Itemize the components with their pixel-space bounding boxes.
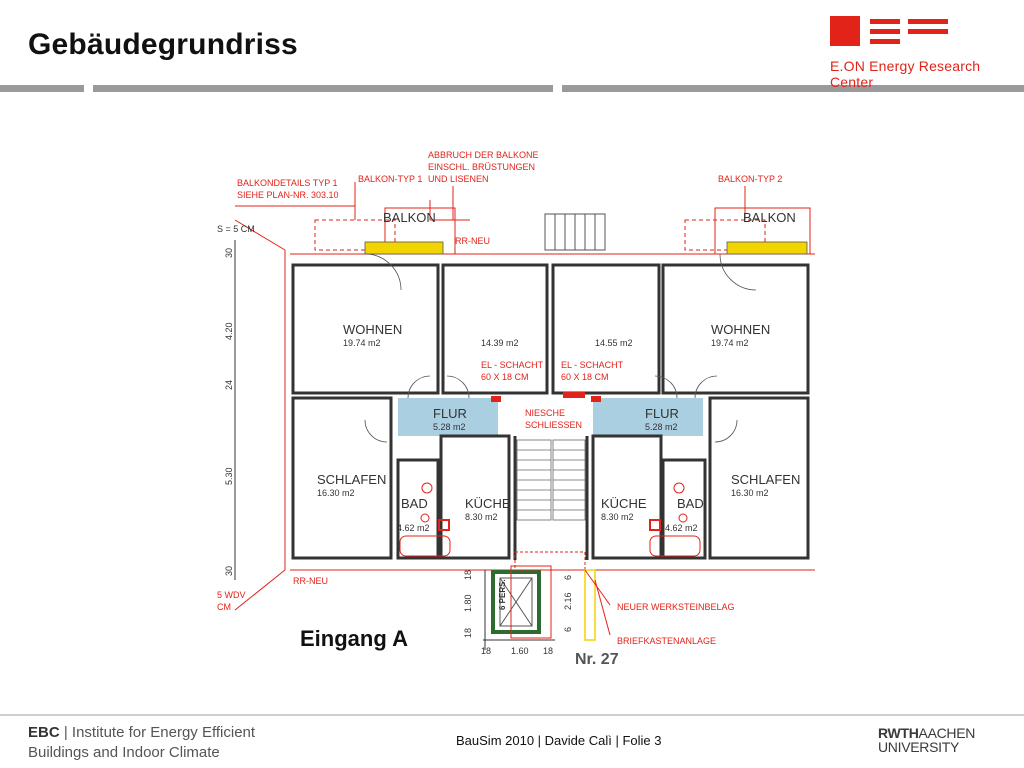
slide-title: Gebäudegrundriss — [28, 28, 298, 61]
dimension-label: 30 — [224, 247, 234, 258]
ebc-line2: Buildings and Indoor Climate — [28, 744, 220, 761]
elevator-capacity-label: 6 PERS. — [498, 579, 507, 610]
room-area-kueche-left: 8.30 m2 — [465, 512, 498, 522]
dimension-label: 5.30 — [224, 467, 234, 485]
room-label-balkon-left: BALKON — [383, 210, 436, 225]
dimension-label: 18 — [543, 646, 554, 656]
room-label-flur-left: FLUR — [433, 406, 467, 421]
annotation-werkstein: NEUER WERKSTEINBELAG — [617, 602, 735, 612]
annotation-briefkasten: BRIEFKASTENANLAGE — [617, 636, 717, 646]
room-label-wohnen-left: WOHNEN — [343, 322, 403, 337]
annotation-rr-neu-bottom: RR-NEU — [293, 576, 328, 586]
annotation-nische-1: NIESCHE — [525, 408, 566, 418]
room-area-bad-left: 4.62 m2 — [397, 523, 430, 533]
room-area-flur-right: 5.28 m2 — [645, 422, 678, 432]
room-area-flur-left: 5.28 m2 — [433, 422, 466, 432]
eon-logo-text: E.ON Energy Research Center — [830, 58, 981, 90]
room-area-bad-right: 4.62 m2 — [665, 523, 698, 533]
footer-text: BauSim 2010 | Davide Calì | Folie 3 — [456, 733, 662, 748]
room-label-balkon-right: BALKON — [743, 210, 796, 225]
dimension-label: 1.80 — [463, 594, 473, 612]
dimension-label: 2.16 — [563, 592, 573, 610]
room-area-kueche-right: 8.30 m2 — [601, 512, 634, 522]
house-number: Nr. 27 — [575, 651, 619, 668]
dimension-label: 18 — [481, 646, 492, 656]
annotation-nische-2: SCHLIESSEN — [525, 420, 583, 430]
annotation-wdv-2: CM — [217, 602, 231, 612]
room-area-wohnen-right: 19.74 m2 — [711, 338, 749, 348]
rwth-bold: RWTH — [878, 725, 919, 741]
annotation-balkon-typ2: BALKON-TYP 2 — [718, 174, 783, 184]
ebc-abbrev: EBC — [28, 724, 60, 741]
annotation-el-schacht-right-1: EL - SCHACHT — [561, 360, 624, 370]
eon-logo-icon — [830, 16, 950, 48]
dimension-label: 6 — [563, 574, 573, 580]
room-area-wohnen-left: 19.74 m2 — [343, 338, 381, 348]
annotation-el-schacht-left-1: EL - SCHACHT — [481, 360, 544, 370]
floor-plan-drawing — [215, 140, 815, 670]
room-label-kueche-left: KÜCHE — [465, 496, 511, 511]
annotation-wdv-1: 5 WDV — [217, 590, 246, 600]
annotation-el-schacht-right-2: 60 X 18 CM — [561, 372, 609, 382]
annotation-el-schacht-left-2: 60 X 18 CM — [481, 372, 529, 382]
room-area-schlafen-left: 16.30 m2 — [317, 488, 355, 498]
room-label-schlafen-left: SCHLAFEN — [317, 472, 387, 487]
annotation-abbruch-1: ABBRUCH DER BALKONE — [428, 150, 539, 160]
dimension-label: 1.60 — [511, 646, 529, 656]
room-label-kueche-right: KÜCHE — [601, 496, 647, 511]
room-label-bad-left: BAD — [401, 496, 428, 511]
room-label-schlafen-right: SCHLAFEN — [731, 472, 801, 487]
dimension-label: 30 — [224, 565, 234, 576]
rwth-aachen: AACHEN — [918, 725, 976, 741]
annotation-balkondetails-2: SIEHE PLAN-NR. 303.10 — [237, 190, 339, 200]
dimension-label: 6 — [563, 626, 573, 632]
room-area-room-a: 14.39 m2 — [481, 338, 519, 348]
room-label-flur-right: FLUR — [645, 406, 679, 421]
annotation-abbruch-3: UND LISENEN — [428, 174, 489, 184]
dimension-label: 18 — [463, 627, 473, 638]
dimension-label: 24 — [224, 379, 234, 390]
room-area-schlafen-right: 16.30 m2 — [731, 488, 769, 498]
room-area-room-b: 14.55 m2 — [595, 338, 633, 348]
footer-divider — [0, 714, 1024, 716]
rwth-university: UNIVERSITY — [878, 739, 960, 755]
room-label-bad-right: BAD — [677, 496, 704, 511]
annotation-abbruch-2: EINSCHL. BRÜSTUNGEN — [428, 162, 536, 172]
dimension-label: 4.20 — [224, 322, 234, 340]
room-label-wohnen-right: WOHNEN — [711, 322, 771, 337]
annotation-balkon-typ1: BALKON-TYP 1 — [358, 174, 423, 184]
header-rule-left — [0, 85, 84, 92]
floor-plan — [215, 140, 815, 670]
annotation-s5cm: S = 5 CM — [217, 224, 255, 234]
ebc-line1: Institute for Energy Efficient — [71, 724, 256, 741]
header-rule-middle — [93, 85, 553, 92]
entrance-label: Eingang A — [300, 626, 408, 651]
dimension-label: 18 — [463, 569, 473, 580]
annotation-balkondetails-1: BALKONDETAILS TYP 1 — [237, 178, 338, 188]
rwth-logo — [878, 726, 975, 754]
ebc-institute-logo: EBC | Institute for Energy Efficient Buildings and Indoor Climate — [28, 724, 256, 761]
annotation-rr-neu-top: RR-NEU — [455, 236, 490, 246]
